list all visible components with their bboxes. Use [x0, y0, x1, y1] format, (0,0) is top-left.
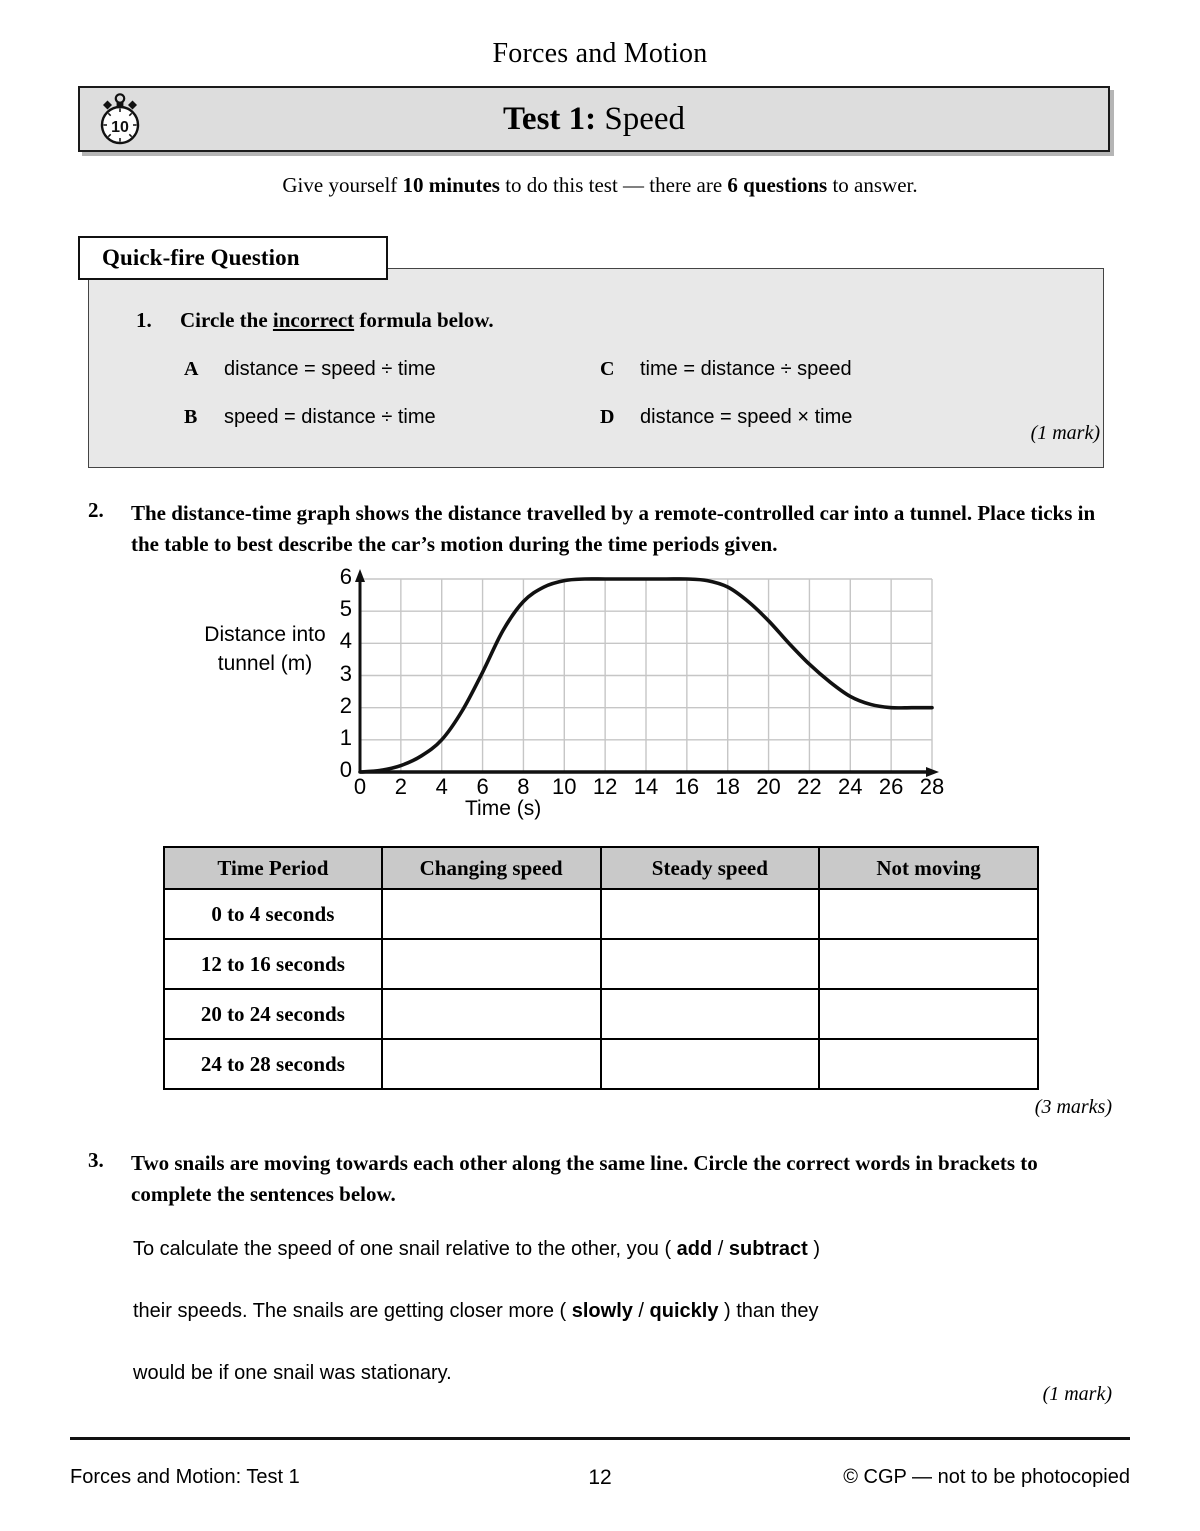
table-row [164, 989, 1038, 1039]
q3-line2-choice-quickly[interactable]: quickly [649, 1300, 719, 1322]
distance-time-graph [185, 565, 965, 830]
instructions-suffix: to answer. [827, 173, 918, 197]
table-header-time-period: Time Period [164, 847, 382, 889]
motion-table [163, 846, 1039, 1090]
question-3-sentence-line-1 [133, 1238, 820, 1261]
graph-x-tick-6: 6 [476, 774, 489, 799]
table-header-changing-speed: Changing speed [382, 847, 601, 889]
table-row-label: 24 to 28 seconds [164, 1039, 382, 1089]
table-cell-steady-speed[interactable] [601, 939, 820, 989]
table-cell-changing-speed[interactable] [382, 939, 601, 989]
table-row-label: 0 to 4 seconds [164, 889, 382, 939]
footer-page-number: 12 [588, 1466, 612, 1489]
q3-line1-choice-add[interactable]: add [676, 1238, 713, 1260]
table-header-row [164, 847, 1038, 889]
option-a-text[interactable]: distance = speed ÷ time [224, 358, 436, 380]
question-2-stem: The distance-time graph shows the distance travelled by a remote-controlled car into a tunnel. Place ticks in the table to best describe the car’s motion during the time periods given. [131, 501, 1096, 556]
table-cell-changing-speed[interactable] [382, 889, 601, 939]
table-cell-steady-speed[interactable] [601, 989, 820, 1039]
quickfire-tab-label: Quick-fire Question [102, 245, 300, 270]
question-1-stem-underlined: incorrect [272, 308, 355, 332]
table-header-steady-speed: Steady speed [601, 847, 820, 889]
table-cell-not-moving[interactable] [819, 889, 1038, 939]
graph-x-axis-label: Time (s) [465, 797, 542, 820]
graph-x-tick-8: 8 [517, 774, 530, 799]
table-cell-changing-speed[interactable] [382, 989, 601, 1039]
graph-y-axis-arrow [355, 569, 365, 582]
option-d-letter[interactable]: D [600, 406, 615, 428]
graph-y-tick-6: 6 [339, 564, 352, 589]
instructions-line [0, 173, 1200, 198]
graph-x-tick-26: 26 [878, 774, 904, 799]
q3-line2-separator: / [632, 1300, 650, 1322]
test-title-bar [78, 86, 1110, 152]
graph-x-tick-14: 14 [633, 774, 659, 799]
table-row [164, 1039, 1038, 1089]
graph-x-tick-22: 22 [797, 774, 822, 799]
option-a-letter[interactable]: A [184, 358, 199, 380]
table-row-label: 12 to 16 seconds [164, 939, 382, 989]
footer-copyright: © CGP — not to be photocopied [843, 1466, 1130, 1488]
question-1-marks: (1 mark) [1030, 422, 1100, 444]
instructions-minutes: 10 minutes [402, 173, 500, 197]
test-title-bar-inner [80, 88, 1108, 150]
table-row [164, 889, 1038, 939]
graph-x-tick-18: 18 [715, 774, 740, 799]
graph-x-tick-2: 2 [394, 774, 407, 799]
table-cell-not-moving[interactable] [819, 939, 1038, 989]
table-cell-steady-speed[interactable] [601, 1039, 820, 1089]
graph-x-tick-0: 0 [353, 774, 367, 799]
question-3-number: 3. [88, 1148, 104, 1172]
graph-y-tick-3: 3 [339, 660, 352, 686]
option-b-text[interactable]: speed = distance ÷ time [224, 406, 436, 428]
stopwatch-icon-value: 10 [111, 119, 129, 136]
q3-line1-separator: / [712, 1238, 729, 1260]
graph-y-axis-label-text: Distance into tunnel (m) [204, 623, 326, 675]
table-header-not-moving: Not moving [819, 847, 1038, 889]
question-3-stem: Two snails are moving towards each other along the same line. Circle the correct words in brackets to complete the sentences below. [131, 1151, 1038, 1206]
q3-line2-text-b: ) than they [718, 1300, 819, 1322]
question-1-stem-before: Circle the [180, 308, 273, 332]
table-cell-not-moving[interactable] [819, 989, 1038, 1039]
page-title-secondary: Speed [596, 100, 686, 137]
graph-y-tick-0: 0 [339, 757, 352, 782]
graph-y-tick-5: 5 [339, 596, 352, 622]
question-2-marks: (3 marks) [1034, 1096, 1112, 1118]
table-cell-changing-speed[interactable] [382, 1039, 601, 1089]
question-2-number: 2. [88, 498, 104, 522]
footer-left-text: Forces and Motion: Test 1 [70, 1466, 300, 1488]
instructions-prefix: Give yourself [282, 173, 403, 197]
graph-x-tick-16: 16 [674, 774, 700, 799]
graph-y-tick-2: 2 [339, 692, 352, 718]
question-1-stem-after: formula below. [354, 308, 494, 332]
question-1-number: 1. [136, 308, 152, 332]
option-c-letter[interactable]: C [600, 358, 615, 380]
page-topic: Forces and Motion [492, 38, 708, 69]
option-d-text[interactable]: distance = speed × time [640, 406, 853, 428]
instructions-middle: to do this test — there are [499, 173, 728, 197]
question-1-stem [180, 308, 494, 333]
question-3-sentence-line-3: would be if one snail was stationary. [133, 1362, 452, 1384]
table-cell-not-moving[interactable] [819, 1039, 1038, 1089]
graph-x-tick-12: 12 [592, 774, 618, 799]
q3-line1-text-b: ) [807, 1238, 821, 1260]
footer-divider [70, 1437, 1130, 1440]
option-b-letter[interactable]: B [184, 406, 198, 428]
q3-line2-choice-slowly[interactable]: slowly [571, 1300, 633, 1322]
graph-x-tick-24: 24 [838, 774, 863, 799]
instructions-questions: 6 questions [727, 173, 828, 197]
question-3-marks: (1 mark) [1042, 1383, 1112, 1405]
page-title-primary: Test 1: [502, 100, 597, 137]
quickfire-tab [78, 236, 388, 280]
table-row-label: 20 to 24 seconds [164, 989, 382, 1039]
graph-y-tick-4: 4 [339, 628, 352, 654]
graph-x-tick-10: 10 [552, 774, 577, 799]
q3-line2-text-a: their speeds. The snails are getting closer more ( [133, 1300, 572, 1322]
graph-x-tick-4: 4 [435, 774, 448, 799]
question-3-sentence-line-2 [133, 1300, 819, 1323]
stopwatch-icon [92, 92, 148, 148]
table-row [164, 939, 1038, 989]
graph-y-tick-1: 1 [339, 724, 352, 750]
option-c-text[interactable]: time = distance ÷ speed [640, 358, 852, 380]
page-title [503, 101, 685, 138]
table-cell-steady-speed[interactable] [601, 889, 820, 939]
graph-y-axis-label [185, 620, 345, 678]
q3-line1-text-a: To calculate the speed of one snail relative to the other, you ( [133, 1238, 677, 1260]
graph-x-tick-28: 28 [919, 774, 945, 799]
graph-x-tick-20: 20 [756, 774, 781, 799]
q3-line1-choice-subtract[interactable]: subtract [728, 1238, 808, 1260]
